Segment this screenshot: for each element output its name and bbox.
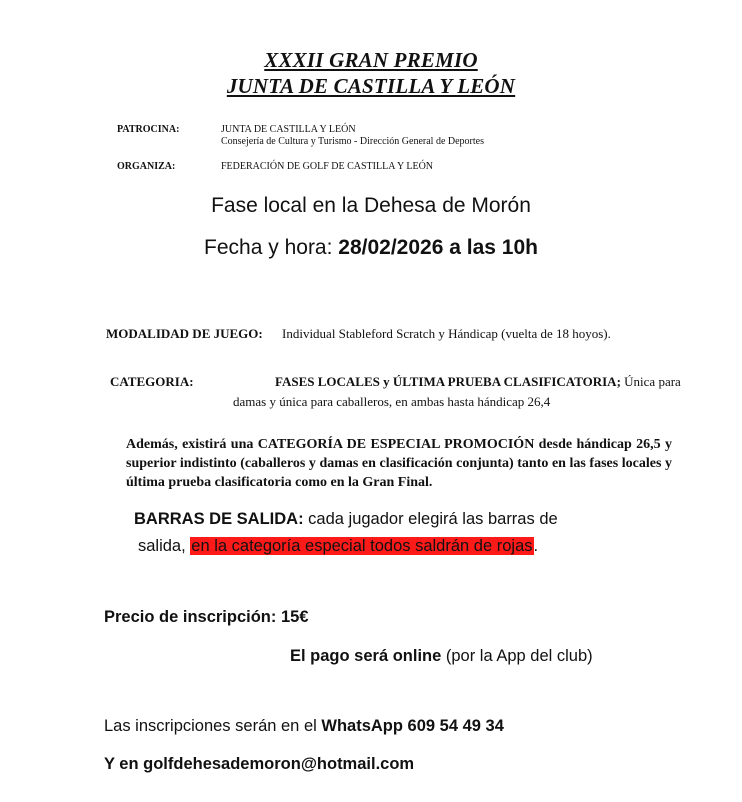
categoria-label: CATEGORIA: bbox=[110, 374, 194, 389]
patrocina-line-2: Consejería de Cultura y Turismo - Dirección General de Deportes bbox=[221, 136, 484, 147]
title-line-1: XXXII GRAN PREMIO bbox=[264, 48, 478, 72]
barras-end: . bbox=[533, 537, 539, 555]
modalidad-label: MODALIDAD DE JUEGO: bbox=[106, 326, 263, 341]
modalidad bbox=[106, 326, 263, 342]
precio-inscripcion: Precio de inscripción: 15€ bbox=[104, 608, 309, 626]
organiza-label: ORGANIZA: bbox=[117, 161, 176, 172]
modalidad-value: Individual Stableford Scratch y Hándicap (vuelta de 18 hoyos). bbox=[282, 326, 611, 341]
barras-highlight: en la categoría especial todos saldrán de rojas bbox=[191, 537, 533, 555]
organiza-value: FEDERACIÓN DE GOLF DE CASTILLA Y LEÓN bbox=[221, 161, 434, 172]
email-contact[interactable]: Y en golfdehesademoron@hotmail.com bbox=[104, 755, 415, 773]
categoria-line-1 bbox=[275, 374, 681, 390]
patrocina-line-1: JUNTA DE CASTILLA Y LEÓN bbox=[221, 124, 356, 135]
barras-label: BARRAS DE SALIDA: bbox=[134, 510, 304, 528]
promocion-paragraph: Además, existirá una CATEGORÍA DE ESPECIAL PROMOCIÓN desde hándicap 26,5 y superior indistinto (caballeros y damas en clasificación conjunta) tanto en las fases locales y última prueba clasificatoria como en la Gran Final. bbox=[126, 437, 672, 490]
categoria-line-2: damas y única para caballeros, en ambas hasta hándicap 26,4 bbox=[233, 394, 551, 409]
inscripciones-normal: Las inscripciones serán en el bbox=[104, 717, 322, 735]
categoria-bold-text: FASES LOCALES y ÚLTIMA PRUEBA CLASIFICATORIA; bbox=[275, 374, 621, 389]
fecha-hora bbox=[0, 236, 742, 260]
title-line-2: JUNTA DE CASTILLA Y LEÓN bbox=[226, 74, 516, 98]
pago-line bbox=[290, 647, 593, 666]
fecha-label: Fecha y hora: bbox=[204, 236, 339, 259]
barras-text-1: cada jugador elegirá las barras de bbox=[303, 510, 558, 528]
fase-local: Fase local en la Dehesa de Morón bbox=[211, 194, 531, 217]
inscripciones-line bbox=[104, 717, 504, 736]
barras-line-1 bbox=[134, 510, 558, 529]
pago-bold: El pago será online bbox=[290, 647, 442, 665]
barras-line-2 bbox=[138, 537, 538, 556]
pago-normal: (por la App del club) bbox=[441, 647, 593, 665]
categoria-text-1: Única para bbox=[620, 374, 681, 389]
barras-text-2: salida, bbox=[138, 537, 191, 555]
whatsapp-number[interactable]: WhatsApp 609 54 49 34 bbox=[321, 717, 504, 735]
patrocina-label: PATROCINA: bbox=[117, 124, 180, 135]
fecha-value: 28/02/2026 a las 10h bbox=[338, 236, 538, 259]
